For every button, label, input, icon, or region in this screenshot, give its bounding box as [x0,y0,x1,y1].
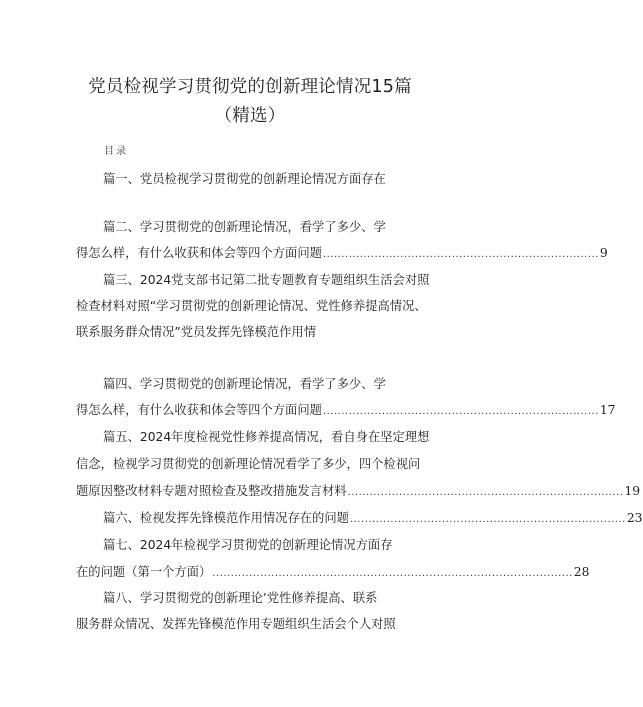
toc-entry-5-cont [76,454,443,472]
toc-page-number: 9 [599,246,608,260]
toc-entry-text: 篇二、学习贯彻党的创新理论情况，看学了多少、学 [103,220,386,234]
document-title: 党员检视学习贯彻党的创新理论情况15篇 [88,77,412,97]
toc-entry-text: 信念，检视学习贯彻党的创新理论情况看学了多少，四个检视问 [76,457,421,471]
toc-leader-dots: .................................................................................................. [212,568,573,579]
toc-entry-text: 篇五、2024年度检视党性修养提高情况，看自身在坚定理想 [103,430,430,444]
toc-entry-8[interactable] [103,588,443,606]
toc-entry-3[interactable] [103,270,443,288]
toc-entry-text: 篇八、学习贯彻党的创新理论’党性修养提高、联系 [103,591,378,605]
toc-entry-text: 在的问题（第一个方面） [76,565,212,579]
toc-entry-3-cont [76,322,443,340]
document-subtitle: （精选） [214,106,286,126]
toc-leader-dots: ........................................................................... [347,487,624,498]
toc-entry-2[interactable] [103,217,443,235]
toc-entry-text: 篇一、党员检视学习贯彻党的创新理论情况方面存在 [103,172,386,186]
toc-entry-6[interactable] [103,508,643,526]
toc-entry-text: 检查材料对照“学习贯彻党的创新理论情况、党性修养提高情况、 [76,299,427,313]
toc-entry-4[interactable] [103,374,443,392]
toc-entry-7-cont[interactable] [76,562,590,580]
toc-entry-5[interactable] [103,427,443,445]
toc-entry-5-cont[interactable] [76,481,641,499]
toc-entry-3-cont [76,296,443,314]
toc-entry-7[interactable] [103,535,443,553]
toc-entry-8-cont [76,614,443,632]
toc-entry-text: 得怎么样，有什么收获和体会等四个方面问题 [76,246,322,260]
toc-page-number: 17 [599,403,616,417]
toc-entry-text: 得怎么样，有什么收获和体会等四个方面问题 [76,403,322,417]
toc-entry-text: 服务群众情况、发挥先锋模范作用专题组织生活会个人对照 [76,617,396,631]
toc-page-number: 28 [573,565,590,579]
toc-entry-2-cont[interactable] [76,243,608,261]
toc-leader-dots: ........................................................................... [322,406,599,417]
toc-page-number: 23 [626,511,643,525]
toc-entry-1[interactable] [103,169,443,187]
toc-entry-text: 篇四、学习贯彻党的创新理论情况，看学了多少、学 [103,377,386,391]
toc-leader-dots: ........................................................................... [349,514,626,525]
toc-entry-4-cont[interactable] [76,400,616,418]
toc-entry-text: 联系服务群众情况”党员发挥先锋模范作用情 [76,325,317,339]
toc-page-number: 19 [624,484,641,498]
toc-entry-text: 篇三、2024党支部书记第二批专题教育专题组织生活会对照 [103,273,430,287]
toc-leader-dots: ........................................................................... [322,249,599,260]
toc-entry-text: 题原因整改材料专题对照检查及整改措施发言材料 [76,484,347,498]
toc-entry-text: 篇六、检视发挥先锋模范作用情况存在的问题 [103,511,349,525]
toc-entry-text: 篇七、2024年检视学习贯彻党的创新理论情况方面存 [103,538,393,552]
toc-heading: 目录 [104,146,128,157]
